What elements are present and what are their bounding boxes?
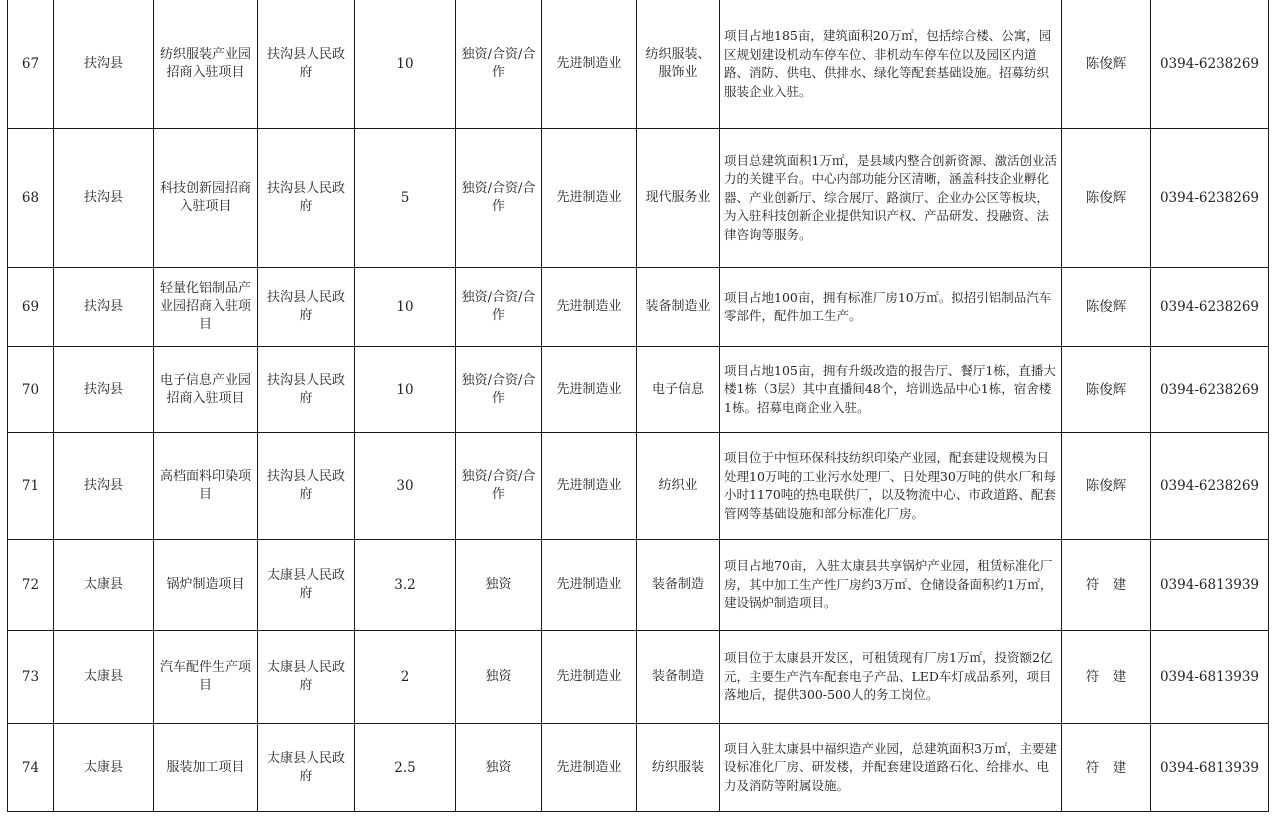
- row-number: 67: [8, 0, 54, 129]
- county-cell: 扶沟县: [54, 268, 154, 347]
- category-cell: 先进制造业: [542, 724, 637, 812]
- contact-cell: 陈俊辉: [1062, 268, 1151, 347]
- table-row: [8, 268, 1269, 347]
- industry-cell: 纺织业: [637, 433, 720, 540]
- category-cell: 先进制造业: [542, 631, 637, 724]
- row-number: 71: [8, 433, 54, 540]
- industry-cell: 装备制造: [637, 631, 720, 724]
- project-table: [7, 0, 1269, 812]
- government-cell: 扶沟县人民政府: [258, 347, 355, 433]
- description-cell: 项目占地70亩，入驻太康县共享锅炉产业园，租赁标准化厂房，其中加工生产性厂房约3万㎡、仓储设备面积约1万㎡，建设锅炉制造项目。: [720, 540, 1062, 631]
- county-cell: 扶沟县: [54, 0, 154, 129]
- project-table-sheet: [7, 0, 1268, 812]
- phone-cell: 0394-6238269: [1151, 268, 1269, 347]
- table-row: [8, 631, 1269, 724]
- government-cell: 太康县人民政府: [258, 631, 355, 724]
- cooperation-mode-cell: 独资: [456, 631, 542, 724]
- row-number: 74: [8, 724, 54, 812]
- category-cell: 先进制造业: [542, 433, 637, 540]
- phone-cell: 0394-6238269: [1151, 0, 1269, 129]
- description-cell: 项目位于中恒环保科技纺织印染产业园，配套建设规模为日处理10万吨的工业污水处理厂、日处理30万吨的供水厂和每小时1170吨的热电联供厂，以及物流中心、市政道路、配套管网等基础设施和部分标准化厂房。: [720, 433, 1062, 540]
- county-cell: 太康县: [54, 724, 154, 812]
- category-cell: 先进制造业: [542, 347, 637, 433]
- cooperation-mode-cell: 独资/合资/合作: [456, 129, 542, 268]
- industry-cell: 装备制造: [637, 540, 720, 631]
- industry-cell: 装备制造业: [637, 268, 720, 347]
- investment-cell: 3.2: [355, 540, 456, 631]
- cooperation-mode-cell: 独资: [456, 540, 542, 631]
- county-cell: 太康县: [54, 540, 154, 631]
- project-name-cell: 纺织服装产业园招商入驻项目: [154, 0, 258, 129]
- table-row: [8, 129, 1269, 268]
- project-name-cell: 科技创新园招商入驻项目: [154, 129, 258, 268]
- phone-cell: 0394-6813939: [1151, 724, 1269, 812]
- cooperation-mode-cell: 独资/合资/合作: [456, 433, 542, 540]
- description-cell: 项目入驻太康县中福织造产业园，总建筑面积3万㎡，主要建设标准化厂房、研发楼，并配套建设道路石化、给排水、电力及消防等附属设施。: [720, 724, 1062, 812]
- cooperation-mode-cell: 独资/合资/合作: [456, 268, 542, 347]
- investment-cell: 30: [355, 433, 456, 540]
- category-cell: 先进制造业: [542, 0, 637, 129]
- project-name-cell: 汽车配件生产项目: [154, 631, 258, 724]
- contact-cell: 陈俊辉: [1062, 0, 1151, 129]
- phone-cell: 0394-6238269: [1151, 347, 1269, 433]
- project-name-cell: 服装加工项目: [154, 724, 258, 812]
- description-cell: 项目占地185亩，建筑面积20万㎡，包括综合楼、公寓，园区规划建设机动车停车位、非机动车停车位以及园区内道路、消防、供电、供排水、绿化等配套基础设施。招募纺织服装企业入驻。: [720, 0, 1062, 129]
- contact-cell: 符 建: [1062, 540, 1151, 631]
- phone-cell: 0394-6238269: [1151, 129, 1269, 268]
- industry-cell: 现代服务业: [637, 129, 720, 268]
- table-row: [8, 347, 1269, 433]
- description-cell: 项目占地105亩，拥有升级改造的报告厅、餐厅1栋，直播大楼1栋（3层）其中直播间48个，培训选品中心1栋，宿舍楼1栋。招募电商企业入驻。: [720, 347, 1062, 433]
- description-cell: 项目总建筑面积1万㎡，是县域内整合创新资源、激活创业活力的关键平台。中心内部功能分区清晰，涵盖科技企业孵化器、产业创新厅、综合展厅、路演厅、企业办公区等板块，为入驻科技创新企业提供知识产权、产品研发、投融资、法律咨询等服务。: [720, 129, 1062, 268]
- category-cell: 先进制造业: [542, 540, 637, 631]
- table-row: [8, 724, 1269, 812]
- description-cell: 项目占地100亩，拥有标准厂房10万㎡。拟招引铝制品汽车零部件，配件加工生产。: [720, 268, 1062, 347]
- table-row: [8, 0, 1269, 129]
- investment-cell: 10: [355, 347, 456, 433]
- investment-cell: 10: [355, 268, 456, 347]
- government-cell: 太康县人民政府: [258, 724, 355, 812]
- project-name-cell: 电子信息产业园招商入驻项目: [154, 347, 258, 433]
- county-cell: 太康县: [54, 631, 154, 724]
- cooperation-mode-cell: 独资/合资/合作: [456, 347, 542, 433]
- table-row: [8, 540, 1269, 631]
- row-number: 72: [8, 540, 54, 631]
- phone-cell: 0394-6813939: [1151, 631, 1269, 724]
- description-cell: 项目位于太康县开发区，可租赁现有厂房1万㎡，投资额2亿元，主要生产汽车配套电子产品、LED车灯成品系列，项目落地后，提供300-500人的务工岗位。: [720, 631, 1062, 724]
- industry-cell: 纺织服装: [637, 724, 720, 812]
- cooperation-mode-cell: 独资/合资/合作: [456, 0, 542, 129]
- investment-cell: 2.5: [355, 724, 456, 812]
- row-number: 73: [8, 631, 54, 724]
- category-cell: 先进制造业: [542, 129, 637, 268]
- government-cell: 扶沟县人民政府: [258, 433, 355, 540]
- project-name-cell: 轻量化铝制品产业园招商入驻项目: [154, 268, 258, 347]
- category-cell: 先进制造业: [542, 268, 637, 347]
- contact-cell: 陈俊辉: [1062, 347, 1151, 433]
- table-row: [8, 433, 1269, 540]
- phone-cell: 0394-6238269: [1151, 433, 1269, 540]
- industry-cell: 纺织服装、服饰业: [637, 0, 720, 129]
- government-cell: 扶沟县人民政府: [258, 129, 355, 268]
- investment-cell: 10: [355, 0, 456, 129]
- contact-cell: 陈俊辉: [1062, 129, 1151, 268]
- contact-cell: 符 建: [1062, 631, 1151, 724]
- row-number: 69: [8, 268, 54, 347]
- investment-cell: 5: [355, 129, 456, 268]
- row-number: 68: [8, 129, 54, 268]
- county-cell: 扶沟县: [54, 129, 154, 268]
- county-cell: 扶沟县: [54, 347, 154, 433]
- government-cell: 扶沟县人民政府: [258, 268, 355, 347]
- cooperation-mode-cell: 独资: [456, 724, 542, 812]
- government-cell: 扶沟县人民政府: [258, 0, 355, 129]
- phone-cell: 0394-6813939: [1151, 540, 1269, 631]
- project-name-cell: 高档面料印染项目: [154, 433, 258, 540]
- county-cell: 扶沟县: [54, 433, 154, 540]
- government-cell: 太康县人民政府: [258, 540, 355, 631]
- contact-cell: 符 建: [1062, 724, 1151, 812]
- industry-cell: 电子信息: [637, 347, 720, 433]
- investment-cell: 2: [355, 631, 456, 724]
- row-number: 70: [8, 347, 54, 433]
- contact-cell: 陈俊辉: [1062, 433, 1151, 540]
- project-name-cell: 锅炉制造项目: [154, 540, 258, 631]
